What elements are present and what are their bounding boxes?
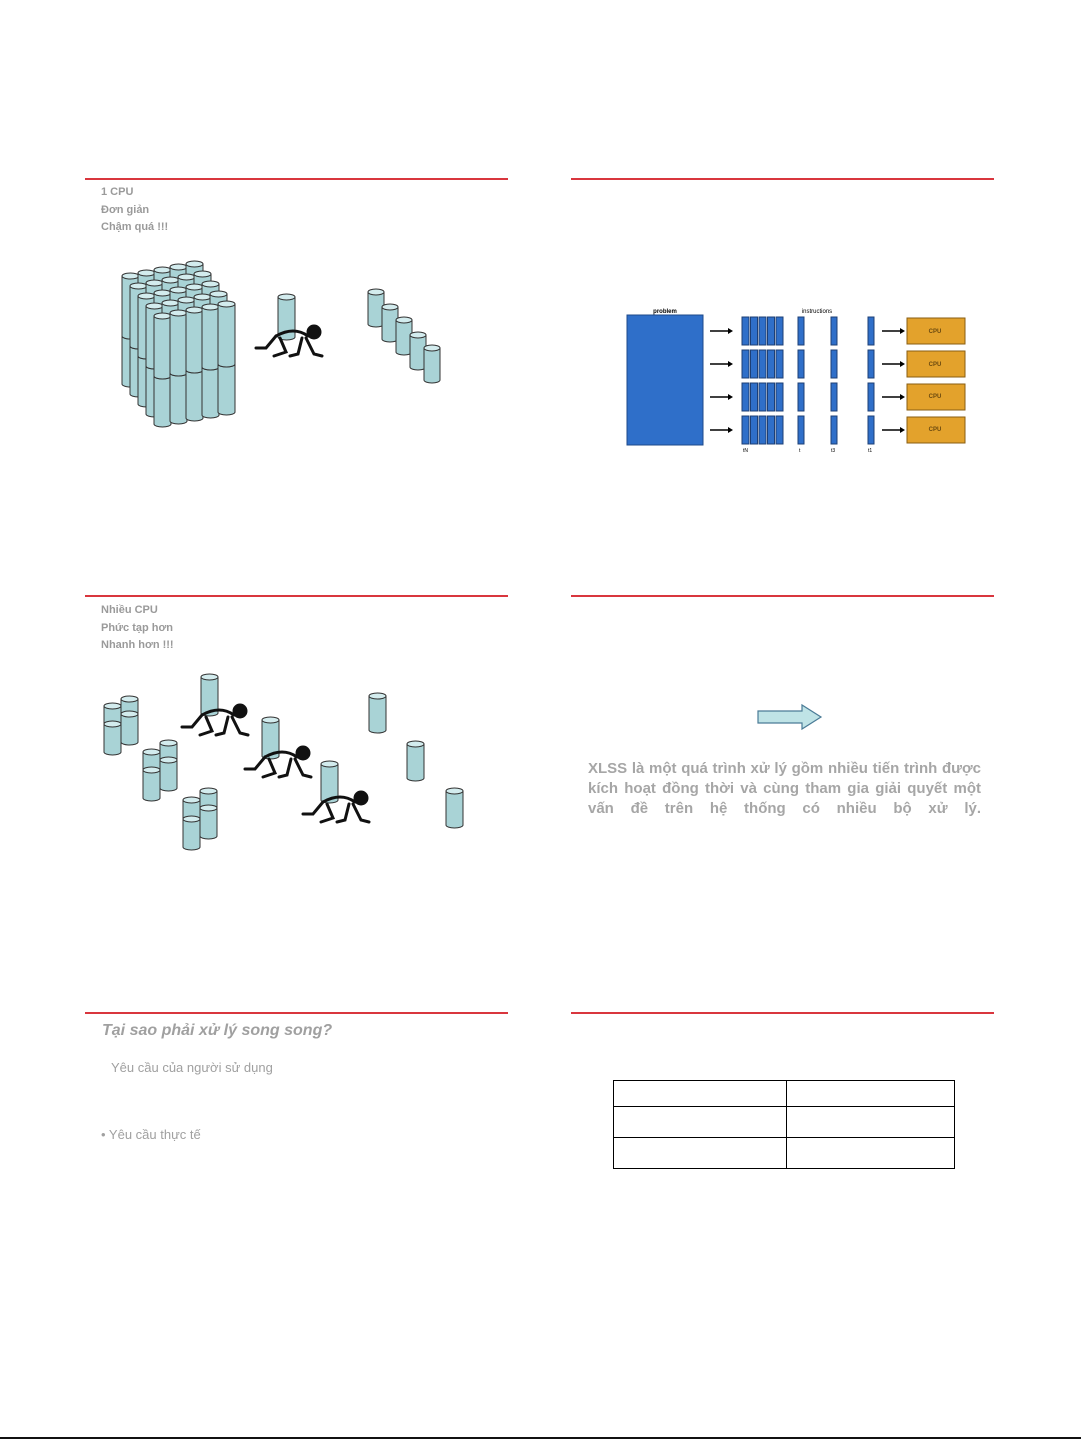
table-row bbox=[614, 1107, 955, 1138]
instructions-label: instructions bbox=[801, 309, 833, 315]
slide-3-bullets bbox=[101, 602, 174, 655]
cylinder bbox=[121, 711, 138, 745]
instruction-block bbox=[751, 317, 758, 345]
cylinder bbox=[202, 304, 219, 370]
page-bottom-rule bbox=[0, 1437, 1081, 1439]
table-cell bbox=[787, 1138, 955, 1169]
cylinder bbox=[154, 313, 171, 379]
instruction-block bbox=[831, 383, 837, 411]
instruction-block bbox=[831, 416, 837, 444]
instruction-block bbox=[798, 317, 804, 345]
instruction-block bbox=[768, 383, 775, 411]
crouching-runner-figure bbox=[256, 326, 322, 356]
cylinder bbox=[369, 693, 386, 733]
instruction-block bbox=[768, 317, 775, 345]
cylinder bbox=[104, 721, 121, 755]
instruction-block bbox=[798, 416, 804, 444]
instruction-block bbox=[751, 383, 758, 411]
cylinder bbox=[446, 788, 463, 828]
cpu-label: CPU bbox=[928, 329, 942, 335]
instruction-block bbox=[868, 383, 874, 411]
instruction-block bbox=[742, 416, 749, 444]
cpu-label: CPU bbox=[928, 362, 942, 368]
instruction-block bbox=[831, 317, 837, 345]
time-label: t3 bbox=[831, 448, 836, 454]
instruction-block bbox=[798, 383, 804, 411]
instruction-block bbox=[776, 383, 783, 411]
cylinder bbox=[200, 805, 217, 839]
cylinder bbox=[170, 370, 187, 424]
cpu-label: CPU bbox=[928, 427, 942, 433]
instruction-block bbox=[868, 350, 874, 378]
instruction-block bbox=[759, 317, 766, 345]
cylinder bbox=[143, 767, 160, 801]
cylinder bbox=[407, 741, 424, 781]
bullet: Nhiều CPU bbox=[101, 604, 158, 616]
time-label: t bbox=[799, 448, 801, 454]
instruction-block bbox=[759, 416, 766, 444]
instruction-block bbox=[768, 416, 775, 444]
instruction-block bbox=[759, 383, 766, 411]
crouching-runner-figure bbox=[303, 792, 369, 822]
instruction-block bbox=[776, 416, 783, 444]
instruction-block bbox=[751, 350, 758, 378]
arrow-head bbox=[728, 427, 733, 433]
arrow-head bbox=[900, 361, 905, 367]
arrow-head bbox=[728, 361, 733, 367]
instruction-block bbox=[742, 383, 749, 411]
instruction-block bbox=[776, 317, 783, 345]
instruction-block bbox=[798, 350, 804, 378]
slide-5-title: Tại sao phải xử lý song song? bbox=[102, 1022, 333, 1039]
bullet: Chậm quá !!! bbox=[101, 221, 169, 233]
instruction-block bbox=[776, 350, 783, 378]
bullet: 1 CPU bbox=[101, 186, 134, 198]
table-cell bbox=[614, 1081, 787, 1107]
table-cell bbox=[787, 1107, 955, 1138]
cylinder bbox=[424, 345, 440, 383]
table-row bbox=[614, 1081, 955, 1107]
instruction-block bbox=[759, 350, 766, 378]
instruction-block bbox=[742, 350, 749, 378]
cylinder bbox=[170, 310, 187, 376]
xlss-definition: XLSS là một quá trình xử lý gồm nhiều tiến trình được kích hoạt đồng thời và cùng tham gia giải quyết một vấn đề trên hệ thống có nhiều bộ xử lý. bbox=[588, 760, 981, 817]
practical-requirements-text: • Yêu cầu thực tế bbox=[101, 1127, 201, 1142]
parallel-processing-diagram bbox=[620, 305, 980, 455]
time-label: t1 bbox=[868, 448, 873, 454]
instruction-block bbox=[831, 350, 837, 378]
crouching-runner-figure bbox=[182, 705, 248, 735]
table-cell bbox=[787, 1081, 955, 1107]
right-arrow-icon bbox=[755, 702, 825, 732]
bullet: Nhanh hơn !!! bbox=[101, 639, 174, 651]
problem-label: problem bbox=[653, 309, 677, 315]
cylinder bbox=[186, 307, 203, 373]
instruction-block bbox=[742, 317, 749, 345]
comparison-table bbox=[613, 1080, 955, 1169]
arrow-head bbox=[900, 427, 905, 433]
arrow-head bbox=[900, 394, 905, 400]
problem-block bbox=[627, 315, 703, 445]
arrow-head bbox=[900, 328, 905, 334]
arrow-head bbox=[728, 328, 733, 334]
cylinder bbox=[160, 757, 177, 791]
instruction-block bbox=[768, 350, 775, 378]
cylinder bbox=[186, 367, 203, 421]
time-label: tN bbox=[743, 448, 748, 454]
table-cell bbox=[614, 1107, 787, 1138]
bullet: Đơn giản bbox=[101, 203, 150, 216]
cylinder bbox=[218, 301, 235, 367]
instruction-rows bbox=[710, 317, 965, 444]
cpu-label: CPU bbox=[928, 394, 942, 400]
instruction-block bbox=[751, 416, 758, 444]
table-cell bbox=[614, 1138, 787, 1169]
bullet: Phức tạp hơn bbox=[101, 621, 174, 634]
cylinder bbox=[183, 816, 200, 850]
crouching-runner-figure bbox=[245, 747, 311, 777]
arrow-head bbox=[728, 394, 733, 400]
instruction-block bbox=[868, 317, 874, 345]
table-row bbox=[614, 1138, 955, 1169]
user-requirements-text: Yêu cầu của người sử dụng bbox=[111, 1060, 273, 1075]
instruction-block bbox=[868, 416, 874, 444]
cylinder bbox=[218, 361, 235, 415]
cylinder bbox=[154, 373, 171, 427]
cylinder bbox=[202, 364, 219, 418]
